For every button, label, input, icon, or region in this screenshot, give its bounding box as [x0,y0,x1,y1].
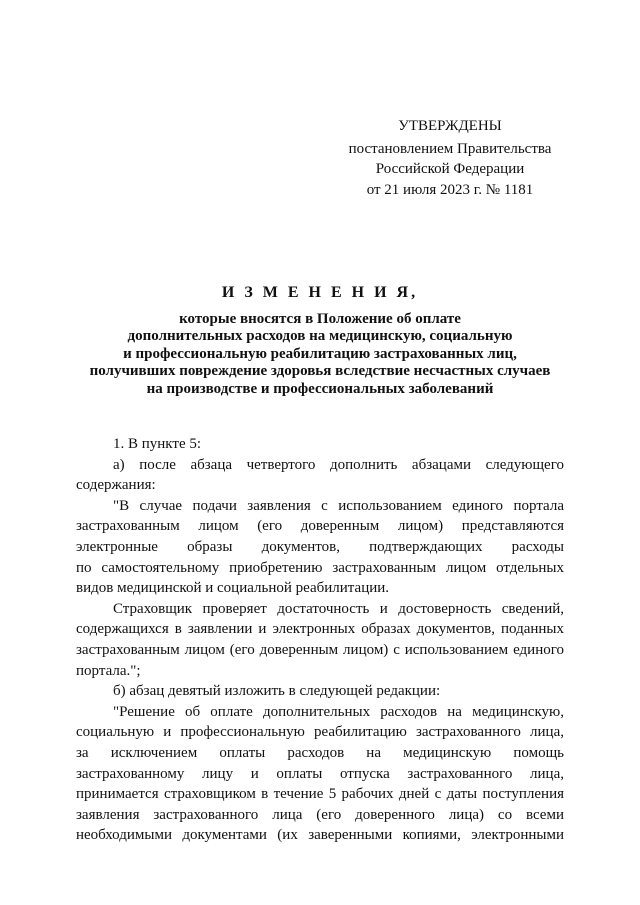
approval-stamp [340,116,560,200]
body-line: за исключением оплаты расходов на медицинскую помощь [76,744,564,761]
heading-subtitle-line: и профессиональную реабилитацию застрахованных лиц, [123,345,517,362]
heading-subtitle-line: дополнительных расходов на медицинскую, социальную [127,328,513,344]
approval-line: от 21 июля 2023 г. № 1181 [366,181,534,198]
body-line: необходимыми документами (их заверенными копиями, электронными [76,827,564,844]
approval-line: постановлением Правительства [348,140,552,157]
document-heading [60,284,580,398]
body-line: застрахованным лицом (его доверенным лицом) с использованием единого [76,641,564,658]
body-line: портала."; [76,662,141,679]
body-line: социальную и профессиональную реабилитацию застрахованного лица, [76,724,564,741]
body-line: заявления застрахованного лица (его доверенного лица) со всеми [76,806,564,823]
body-line: застрахованному лицу и оплаты отпуска застрахованного лица, [76,765,564,782]
body-line: электронные образы документов, подтверждающих расходы [76,538,564,555]
approval-line: Российской Федерации [375,161,525,177]
body-line: Страховщик проверяет достаточность и достоверность сведений, [113,600,564,617]
body-line: видов медицинской и социальной реабилитации. [76,580,390,597]
body-line: "В случае подачи заявления с использованием единого портала [113,497,564,514]
heading-title: И З М Е Н Е Н И Я, [221,284,419,301]
body-line: по самостоятельному приобретению застрахованным лицом отдельных [76,559,564,576]
body-line: 1. В пункте 5: [113,436,202,452]
approval-title: УТВЕРЖДЕНЫ [398,118,502,134]
heading-subtitle-line: на производстве и профессиональных заболеваний [146,380,494,397]
heading-subtitle-line: получивших повреждение здоровья вследствие несчастных случаев [89,363,551,379]
body-line: а) после абзаца четвертого дополнить абзацами следующего [113,456,564,473]
body-line: б) абзац девятый изложить в следующей редакции: [113,683,441,700]
heading-subtitle-line: которые вносятся в Положение об оплате [179,310,461,327]
body-line: содержания: [76,477,156,494]
body-line: принимается страховщиком в течение 5 рабочих дней с даты поступления [76,786,564,803]
body-line: "Решение об оплате дополнительных расходов на медицинскую, [113,703,564,720]
body-line: содержащихся в заявлении и электронных образах документов, поданных [76,621,564,638]
document-body [76,434,564,846]
body-line: застрахованным лицом (его доверенным лицом) представляются [76,518,564,535]
